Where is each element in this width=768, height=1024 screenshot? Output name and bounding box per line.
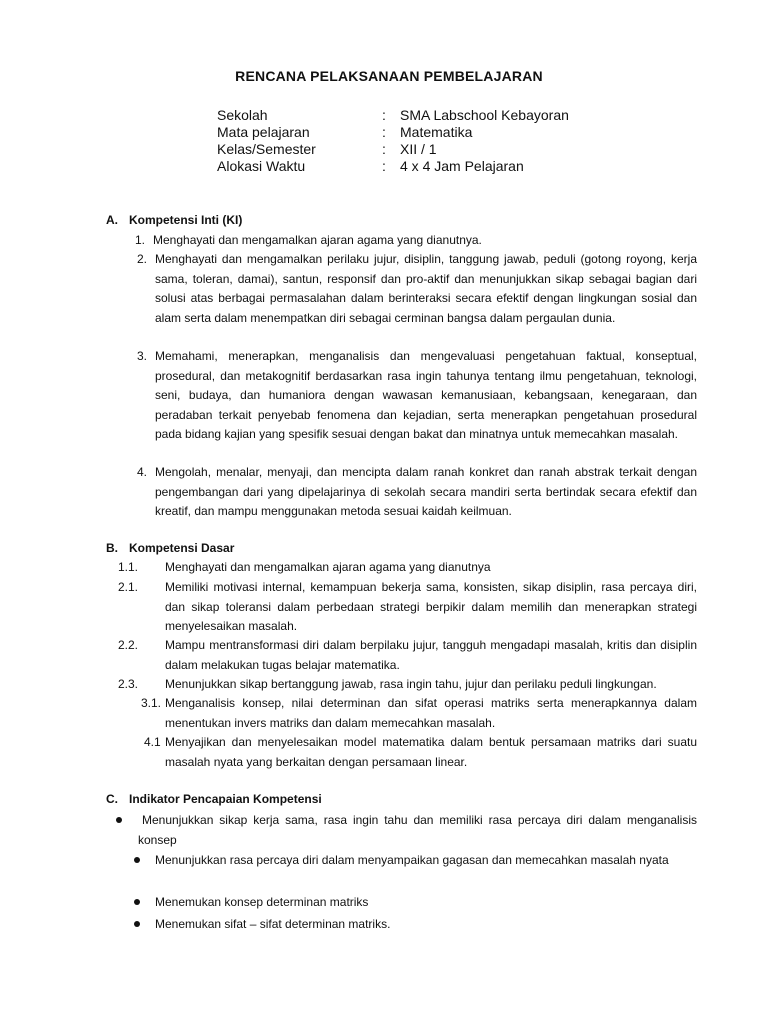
- section-title: Kompetensi Dasar: [129, 541, 235, 555]
- meta-label: Sekolah: [217, 107, 268, 123]
- indicator-item-2: [155, 851, 697, 871]
- item-text: Menunjukkan rasa percaya diri dalam menyampaikan gagasan dan memecahkan masalah nyata: [155, 853, 669, 867]
- section-letter: B.: [106, 541, 118, 555]
- item-number: 3.1.: [141, 696, 162, 710]
- kd-item-1-1: [118, 558, 697, 578]
- item-text: Menemukan sifat – sifat determinan matriks.: [155, 917, 391, 931]
- ki-item-2: [136, 250, 697, 328]
- kd-item-2-2: [118, 636, 697, 675]
- item-text: Menemukan konsep determinan matriks: [155, 895, 369, 909]
- bullet-icon: [116, 817, 122, 823]
- item-text: Mengolah, menalar, menyaji, dan mencipta dalam ranah konkret dan ranah abstrak terkait dengan pengembangan dari yang dipelajarinya di sekolah secara mandiri serta bertindak secara efektif dan kreatif, dan mampu menggunakan metoda sesuai kaidah keilmuan.: [155, 465, 697, 518]
- indicator-item-1: [138, 811, 697, 850]
- item-text: Memahami, menerapkan, menganalisis dan mengevaluasi pengetahuan faktual, konseptual, prosedural, dan metakognitif berdasarkan rasa ingin tahunya tentang ilmu pengetahuan, teknologi, seni, budaya, dan humaniora dengan wawasan kemanusiaan, kebangsaan, kenegaraan, dan peradaban terkait penyebab fenomena dan kejadian, serta menerapkan pengetahuan prosedural pada bidang kajian yang spesifik sesuai dengan bakat dan minatnya untuk memecahkan masalah.: [155, 349, 697, 441]
- meta-label: Mata pelajaran: [217, 124, 310, 140]
- item-number: 3.: [136, 349, 147, 363]
- meta-label: Alokasi Waktu: [217, 158, 306, 174]
- item-number: 2.3.: [118, 677, 139, 691]
- kd-item-2-3: [118, 675, 697, 695]
- item-text: Memiliki motivasi internal, kemampuan bekerja sama, konsisten, sikap disiplin, rasa percaya diri, dan sikap toleransi dalam perbedaan strategi berpikir dalam memilih dan menerapkan strategi menyelesaikan masalah.: [165, 580, 697, 633]
- ki-item-4: [136, 463, 697, 522]
- section-a-heading: [106, 213, 242, 227]
- item-text: Menganalisis konsep, nilai determinan dan sifat operasi matriks serta menerapkannya dalam menentukan invers matriks dan dalam memecahkan masalah.: [165, 696, 697, 730]
- section-letter: C.: [106, 792, 118, 806]
- indicator-item-3: [155, 893, 697, 913]
- kd-item-2-1: [118, 578, 697, 637]
- item-number: 2.: [136, 252, 147, 266]
- document-title: RENCANA PELAKSANAAN PEMBELAJARAN: [235, 68, 543, 84]
- bullet-icon: [134, 921, 140, 927]
- meta-value: XII / 1: [400, 141, 437, 157]
- item-text: Menyajikan dan menyelesaikan model matematika dalam bentuk persamaan matriks dari suatu masalah nyata yang berkaitan dengan persamaan linear.: [165, 735, 697, 769]
- kd-item-3-1: [141, 694, 697, 733]
- indicator-item-4: [155, 915, 697, 935]
- meta-value: Matematika: [400, 124, 473, 140]
- bullet-icon: [134, 899, 140, 905]
- meta-label: Kelas/Semester: [217, 141, 316, 157]
- bullet-icon: [134, 857, 140, 863]
- kd-item-4-1: [144, 733, 697, 772]
- item-text: Mampu mentransformasi diri dalam berpilaku jujur, tangguh mengadapi masalah, kritis dan disiplin dalam melakukan tugas belajar matematika.: [165, 638, 697, 672]
- item-number: 2.2.: [118, 638, 139, 652]
- item-number: 4.1: [144, 735, 161, 749]
- item-text: Menghayati dan mengamalkan ajaran agama yang dianutnya: [165, 560, 491, 574]
- section-c-heading: [106, 792, 322, 806]
- section-b-heading: [106, 541, 234, 555]
- item-text: Menghayati dan mengamalkan perilaku jujur, disiplin, tanggung jawab, peduli (gotong royong, kerja sama, toleran, damai), santun, responsif dan pro-aktif dan menunjukkan sikap sebagai bagian dari solusi atas berbagai permasalahan dalam berinteraksi secara efektif dengan lingkungan sosial dan alam serta dalam menempatkan diri sebagai cerminan bangsa dalam pergaulan dunia.: [155, 252, 697, 325]
- item-number: 1.: [134, 233, 145, 247]
- meta-value: SMA Labschool Kebayoran: [400, 107, 569, 123]
- item-number: 4.: [136, 465, 147, 479]
- ki-item-3: [136, 347, 697, 445]
- item-text: Menghayati dan mengamalkan ajaran agama yang dianutnya.: [153, 233, 482, 247]
- item-text: Menunjukkan sikap bertanggung jawab, rasa ingin tahu, jujur dan perilaku peduli lingkungan.: [165, 677, 657, 691]
- section-letter: A.: [106, 213, 118, 227]
- meta-colon: :: [382, 124, 386, 140]
- meta-colon: :: [382, 107, 386, 123]
- meta-colon: :: [382, 158, 386, 174]
- ki-item-1: [134, 231, 697, 251]
- item-number: 2.1.: [118, 580, 139, 594]
- item-text: Menunjukkan sikap kerja sama, rasa ingin tahu dan memiliki rasa percaya diri dalam menganalisis konsep: [138, 813, 697, 847]
- meta-colon: :: [382, 141, 386, 157]
- section-title: Indikator Pencapaian Kompetensi: [129, 792, 322, 806]
- section-title: Kompetensi Inti (KI): [129, 213, 243, 227]
- meta-value: 4 x 4 Jam Pelajaran: [400, 158, 524, 174]
- item-number: 1.1.: [118, 560, 139, 574]
